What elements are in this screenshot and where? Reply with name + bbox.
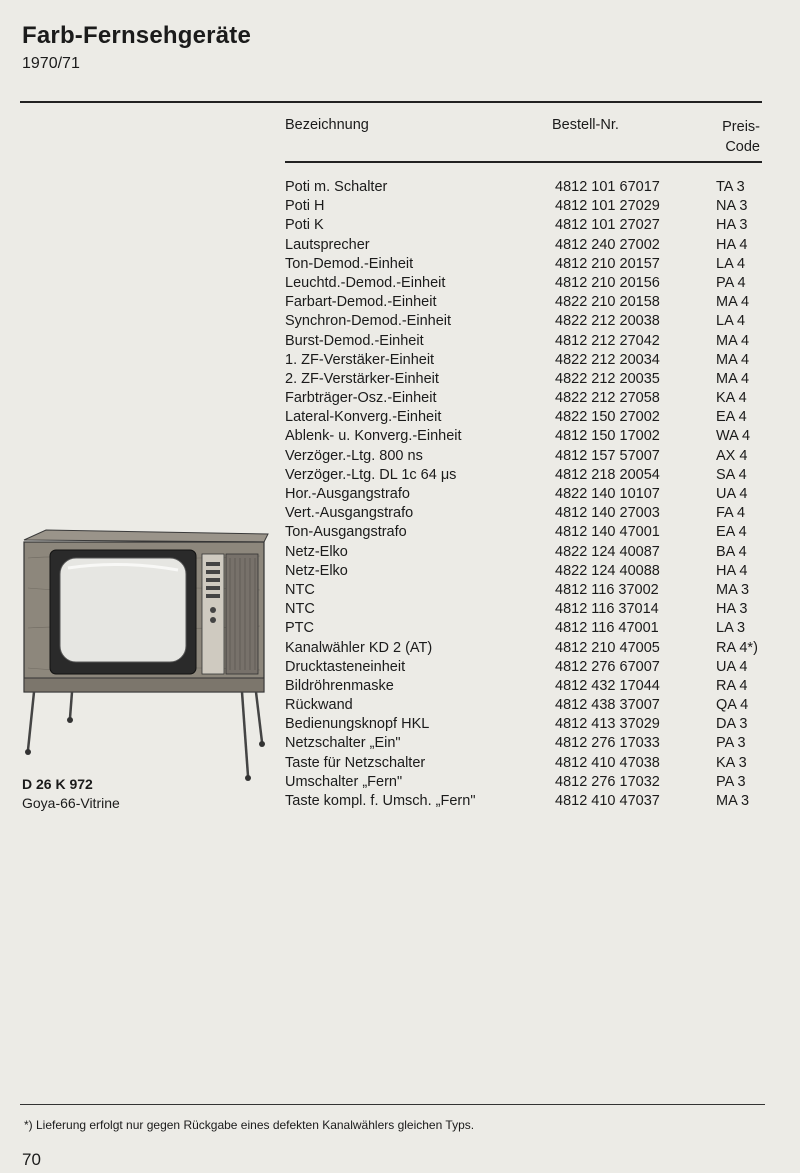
part-name: Bildröhrenmaske (285, 677, 394, 694)
table-row (285, 408, 785, 427)
order-number: 4812 240 27002 (555, 236, 660, 253)
order-number: 4812 212 27042 (555, 332, 660, 349)
order-number: 4812 210 47005 (555, 639, 660, 656)
footer-divider (20, 1104, 765, 1105)
part-name: Taste für Netzschalter (285, 754, 426, 771)
part-name: Rückwand (285, 697, 353, 714)
part-name: Hor.-Ausgangstrafo (285, 486, 410, 502)
price-code: PA 3 (716, 735, 746, 752)
column-header-code-line2: Code (725, 139, 760, 155)
part-name: Lateral-Konverg.-Einheit (285, 409, 442, 426)
page-title: Farb-Fernsehgeräte (22, 22, 251, 49)
part-name: Poti H (285, 198, 325, 215)
price-code: TA 3 (716, 179, 745, 195)
table-row (285, 485, 785, 504)
part-name: Poti m. Schalter (285, 179, 388, 195)
table-row (285, 389, 785, 408)
order-number: 4812 157 57007 (555, 447, 660, 464)
part-name: PTC (285, 620, 314, 637)
order-number: 4822 150 27002 (555, 409, 660, 426)
price-code: PA 3 (716, 773, 746, 790)
part-name: Ablenk- u. Konverg.-Einheit (285, 428, 462, 445)
price-code: EA 4 (716, 524, 747, 541)
price-code: WA 4 (716, 428, 751, 445)
part-name: Netz-Elko (285, 562, 348, 579)
product-model: D 26 K 972 (22, 776, 93, 792)
table-row (285, 523, 785, 542)
part-name: Ton-Demod.-Einheit (285, 255, 414, 272)
order-number: 4822 140 10107 (555, 486, 660, 502)
table-row (285, 370, 785, 389)
product-description: Goya-66-Vitrine (22, 795, 120, 811)
header-divider (285, 161, 762, 163)
order-number: 4822 212 27058 (555, 390, 660, 407)
order-number: 4812 150 17002 (555, 428, 660, 445)
table-row (285, 332, 785, 351)
table-row (285, 274, 785, 293)
order-number: 4812 101 27029 (555, 198, 660, 215)
table-row (285, 197, 785, 216)
order-number: 4812 276 67007 (555, 658, 660, 675)
table-row (285, 792, 785, 811)
part-name: NTC (285, 581, 315, 598)
column-header-name: Bezeichnung (285, 117, 369, 133)
table-row (285, 351, 785, 370)
price-code: DA 3 (716, 716, 748, 733)
price-code: MA 3 (716, 581, 750, 598)
price-code: HA 3 (716, 217, 748, 234)
table-row (285, 754, 785, 773)
part-name: Netz-Elko (285, 543, 348, 560)
table-row (285, 600, 785, 619)
price-code: MA 4 (716, 332, 750, 349)
price-code: MA 4 (716, 294, 750, 311)
order-number: 4822 124 40087 (555, 543, 660, 560)
price-code: SA 4 (716, 466, 747, 483)
part-name: Bedienungsknopf HKL (285, 716, 430, 733)
price-code: RA 4*) (716, 639, 758, 656)
price-code: UA 4 (716, 486, 748, 502)
order-number: 4812 276 17032 (555, 773, 660, 790)
part-name: Umschalter „Fern" (285, 773, 403, 790)
page-subtitle: 1970/71 (22, 55, 80, 72)
order-number: 4822 124 40088 (555, 562, 660, 579)
price-code: KA 4 (716, 390, 747, 407)
price-code: QA 4 (716, 697, 749, 714)
order-number: 4812 140 27003 (555, 505, 660, 522)
table-row (285, 255, 785, 274)
price-code: NA 3 (716, 198, 748, 215)
table-row (285, 293, 785, 312)
part-name: 2. ZF-Verstärker-Einheit (285, 370, 439, 387)
table-row (285, 312, 785, 331)
order-number: 4812 210 20157 (555, 255, 660, 272)
order-number: 4812 101 67017 (555, 179, 660, 195)
order-number: 4812 116 37014 (555, 601, 659, 618)
order-number: 4812 413 37029 (555, 716, 660, 733)
parts-table (285, 178, 785, 811)
table-row (285, 677, 785, 696)
column-header-code (700, 117, 760, 157)
price-code: HA 4 (716, 236, 748, 253)
order-number: 4812 140 47001 (555, 524, 660, 541)
price-code: HA 3 (716, 601, 748, 618)
table-row (285, 466, 785, 485)
price-code: AX 4 (716, 447, 748, 464)
price-code: LA 4 (716, 255, 746, 272)
table-row (285, 562, 785, 581)
part-name: 1. ZF-Verstäker-Einheit (285, 351, 435, 368)
order-number: 4812 410 47037 (555, 793, 660, 809)
table-row (285, 773, 785, 792)
part-name: Synchron-Demod.-Einheit (285, 313, 452, 330)
price-code: UA 4 (716, 658, 748, 675)
order-number: 4812 116 47001 (555, 620, 659, 637)
table-row (285, 236, 785, 255)
order-number: 4812 438 37007 (555, 697, 660, 714)
tv-cabinet-icon (20, 528, 272, 790)
table-row (285, 696, 785, 715)
order-number: 4812 432 17044 (555, 677, 660, 694)
part-name: Netzschalter „Ein" (285, 735, 401, 752)
part-name: Poti K (285, 217, 324, 234)
order-number: 4812 210 20156 (555, 274, 660, 291)
part-name: Drucktasteneinheit (285, 658, 406, 675)
table-row (285, 734, 785, 753)
part-name: Verzöger.-Ltg. 800 ns (285, 447, 423, 464)
price-code: KA 3 (716, 754, 747, 771)
price-code: MA 4 (716, 351, 750, 368)
part-name: Ton-Ausgangstrafo (285, 524, 407, 541)
order-number: 4822 212 20034 (555, 351, 660, 368)
price-code: MA 3 (716, 793, 750, 809)
order-number: 4812 116 37002 (555, 581, 659, 598)
part-name: Lautsprecher (285, 236, 370, 253)
part-name: Farbträger-Osz.-Einheit (285, 390, 437, 407)
order-number: 4812 276 17033 (555, 735, 660, 752)
table-row (285, 581, 785, 600)
column-header-number: Bestell-Nr. (552, 117, 619, 133)
part-name: Verzöger.-Ltg. DL 1c 64 μs (285, 466, 457, 483)
price-code: PA 4 (716, 274, 746, 291)
table-row (285, 427, 785, 446)
price-code: LA 3 (716, 620, 746, 637)
table-row (285, 639, 785, 658)
column-header-code-line1: Preis- (722, 119, 760, 135)
page-number: 70 (22, 1150, 41, 1169)
part-name: Farbart-Demod.-Einheit (285, 294, 437, 311)
table-row (285, 178, 785, 197)
price-code: EA 4 (716, 409, 747, 426)
order-number: 4822 212 20038 (555, 313, 660, 330)
footnote: *) Lieferung erfolgt nur gegen Rückgabe eines defekten Kanalwählers gleichen Typs. (24, 1118, 475, 1132)
part-name: Vert.-Ausgangstrafo (285, 505, 414, 522)
price-code: MA 4 (716, 370, 750, 387)
price-code: HA 4 (716, 562, 748, 579)
order-number: 4812 410 47038 (555, 754, 660, 771)
order-number: 4812 101 27027 (555, 217, 660, 234)
order-number: 4822 212 20035 (555, 370, 660, 387)
top-divider (20, 101, 762, 103)
part-name: Leuchtd.-Demod.-Einheit (285, 274, 446, 291)
table-row (285, 543, 785, 562)
order-number: 4822 210 20158 (555, 294, 660, 311)
price-code: FA 4 (716, 505, 746, 522)
price-code: LA 4 (716, 313, 746, 330)
table-row (285, 658, 785, 677)
part-name: Taste kompl. f. Umsch. „Fern" (285, 793, 476, 809)
table-row (285, 715, 785, 734)
table-row (285, 619, 785, 638)
price-code: BA 4 (716, 543, 747, 560)
part-name: Burst-Demod.-Einheit (285, 332, 424, 349)
table-row (285, 216, 785, 235)
part-name: Kanalwähler KD 2 (AT) (285, 639, 433, 656)
price-code: RA 4 (716, 677, 748, 694)
table-row (285, 447, 785, 466)
part-name: NTC (285, 601, 315, 618)
order-number: 4812 218 20054 (555, 466, 660, 483)
table-row (285, 504, 785, 523)
